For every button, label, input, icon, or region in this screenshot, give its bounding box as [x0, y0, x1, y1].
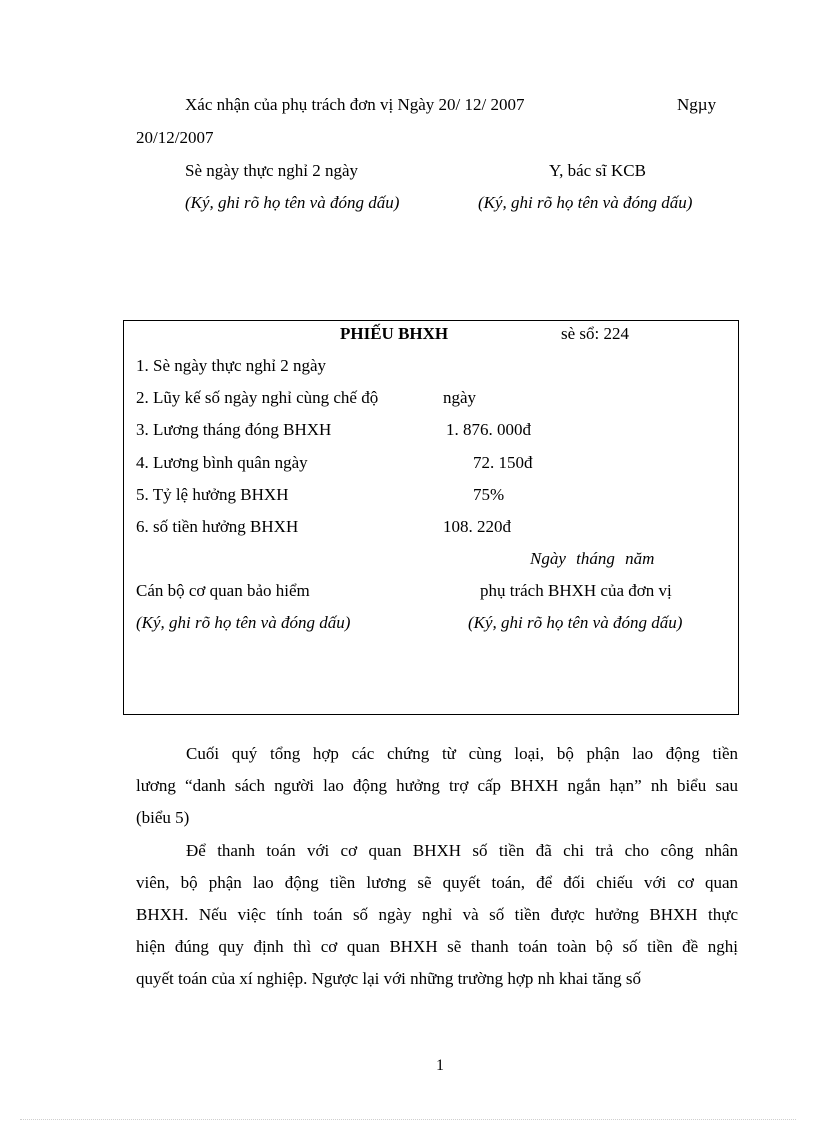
form-signature-note-left: (Ký, ghi rõ họ tên và đóng dấu)	[136, 613, 351, 632]
form-row-value: 72. 150đ	[473, 453, 533, 472]
paragraph-line: Cuối quý tổng hợp các chứng từ cùng loại, bộ phận lao động tiền	[186, 744, 738, 763]
doctor-title: Y, bác sĩ KCB	[549, 161, 646, 180]
form-row-value: 108. 220đ	[443, 517, 511, 536]
form-row-label: 1. Sè ngày thực nghỉ 2 ngày	[136, 356, 327, 375]
form-title: PHIẾU BHXH	[340, 324, 449, 343]
paragraph-line: lương “danh sách người lao động hưởng trợ cấp BHXH ngắn hạn” nh biểu sau	[136, 776, 738, 795]
confirmation-date-word: Ngµy	[677, 95, 717, 114]
signature-note-left: (Ký, ghi rõ họ tên và đóng dấu)	[185, 193, 400, 212]
form-signature-note-right: (Ký, ghi rõ họ tên và đóng dấu)	[468, 613, 683, 632]
insurance-officer-label: Cán bộ cơ quan bảo hiểm	[136, 581, 310, 600]
form-row-label: 3. Lương tháng đóng BHXH	[136, 420, 332, 439]
form-row-label: 4. Lương bình quân ngày	[136, 453, 308, 472]
actual-days-off: Sè ngày thực nghỉ 2 ngày	[185, 161, 359, 180]
bhxh-form-box	[123, 320, 739, 715]
paragraph-line: hiện đúng quy định thì cơ quan BHXH sẽ thanh toán toàn bộ số tiền đề nghị	[136, 937, 738, 956]
form-date-line: Ngày tháng năm	[530, 549, 655, 568]
form-row-value: ngày	[443, 388, 477, 407]
signature-note-right: (Ký, ghi rõ họ tên và đóng dấu)	[478, 193, 693, 212]
form-row-label: 6. số tiền hưởng BHXH	[136, 517, 299, 536]
form-row-value: 75%	[473, 485, 505, 504]
form-row-label: 5. Tỷ lệ hưởng BHXH	[136, 485, 289, 504]
paragraph-line: (biểu 5)	[136, 808, 190, 827]
paragraph-line: quyết toán của xí nghiệp. Ngược lại với những trường hợp nh khai tăng số	[136, 969, 642, 988]
paragraph-settlement	[136, 835, 738, 995]
confirmation-line: Xác nhận của phụ trách đơn vị Ngày 20/ 12/ 2007	[185, 95, 525, 114]
paragraph-line: Để thanh toán với cơ quan BHXH số tiền đã chi trả cho công nhân	[186, 841, 738, 860]
confirmation-date: 20/12/2007	[136, 128, 214, 147]
paragraph-line: viên, bộ phận lao động tiền lương sẽ quyết toán, để đối chiếu với cơ quan	[136, 873, 738, 892]
form-row-value: 1. 876. 000đ	[446, 420, 531, 439]
paragraph-summary	[136, 738, 738, 834]
paragraph-line: BHXH. Nếu việc tính toán số ngày nghỉ và số tiền được hưởng BHXH thực	[136, 905, 738, 924]
page-bottom-border	[20, 1119, 796, 1120]
form-number: sè sổ: 224	[561, 324, 629, 343]
page-number: 1	[436, 1057, 444, 1074]
unit-bhxh-officer-label: phụ trách BHXH của đơn vị	[480, 581, 672, 600]
form-row-label: 2. Lũy kế số ngày nghỉ cùng chế độ	[136, 388, 379, 407]
